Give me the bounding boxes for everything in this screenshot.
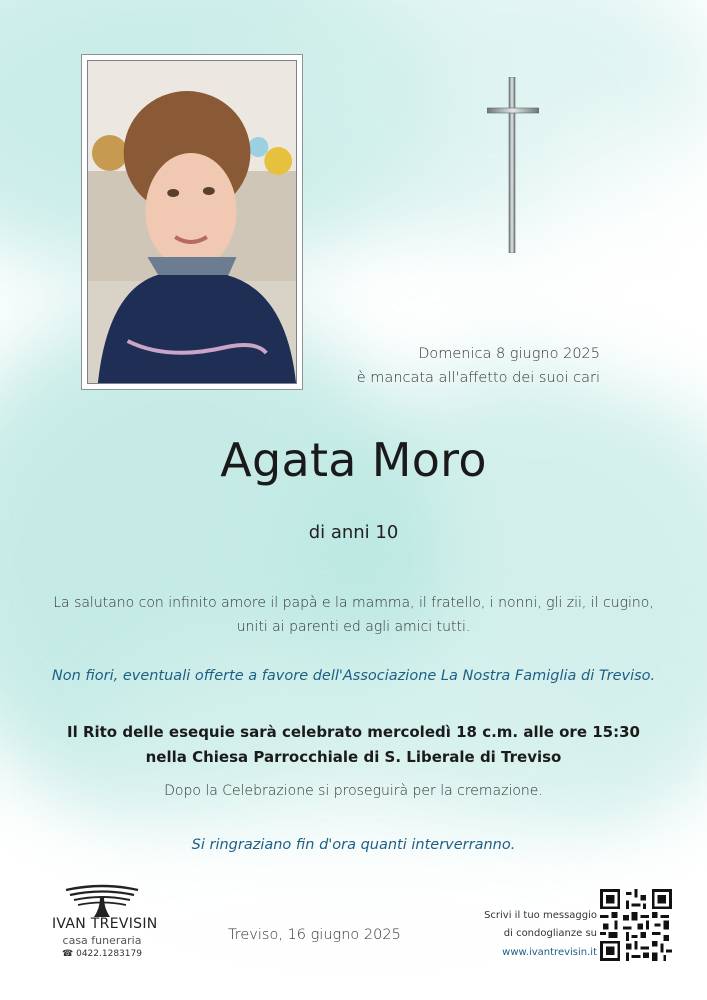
portrait-frame — [81, 54, 303, 390]
portrait-photo — [87, 60, 297, 384]
tree-logo-icon — [52, 884, 152, 918]
funeral-line-1: Il Rito delle esequie sarà celebrato mercoledì 18 c.m. alle ore 15:30 — [67, 723, 640, 741]
place-and-date: Treviso, 16 giugno 2025 — [228, 927, 401, 943]
phone-icon: ☎ — [62, 949, 74, 959]
death-date: Domenica 8 giugno 2025 — [418, 346, 600, 362]
family-line-2: uniti ai parenti ed agli amici tutti. — [236, 619, 471, 635]
deceased-age: di anni 10 — [308, 522, 399, 543]
passing-line: è mancata all'affetto dei suoi cari — [356, 370, 600, 386]
funeral-line-2: nella Chiesa Parrocchiale di S. Liberale di Treviso — [145, 748, 562, 766]
funeral-home-phone — [52, 949, 152, 959]
phone-number: 0422.1283179 — [76, 949, 142, 959]
family-line-1: La salutano con infinito amore il papà e la mamma, il fratello, i nonni, gli zii, il cugino, — [53, 595, 654, 611]
message-line-2: di condoglianze su — [503, 928, 597, 939]
cremation-note: Dopo la Celebrazione si proseguirà per la cremazione. — [164, 783, 543, 799]
deceased-name: Agata Moro — [220, 433, 487, 487]
message-line-1: Scrivi il tuo messaggio — [484, 910, 597, 921]
donation-note: Non fiori, eventuali offerte a favore dell'Associazione La Nostra Famiglia di Treviso. — [51, 668, 656, 684]
qr-code-icon[interactable] — [600, 889, 672, 961]
website-link[interactable]: www.ivantrevisin.it — [502, 947, 597, 958]
cross-icon — [487, 77, 539, 253]
thanks-note: Si ringraziano fin d'ora quanti interverranno. — [191, 837, 516, 853]
funeral-home-subtitle: casa funeraria — [62, 934, 142, 947]
funeral-home-name: IVAN TREVISIN — [52, 916, 158, 932]
